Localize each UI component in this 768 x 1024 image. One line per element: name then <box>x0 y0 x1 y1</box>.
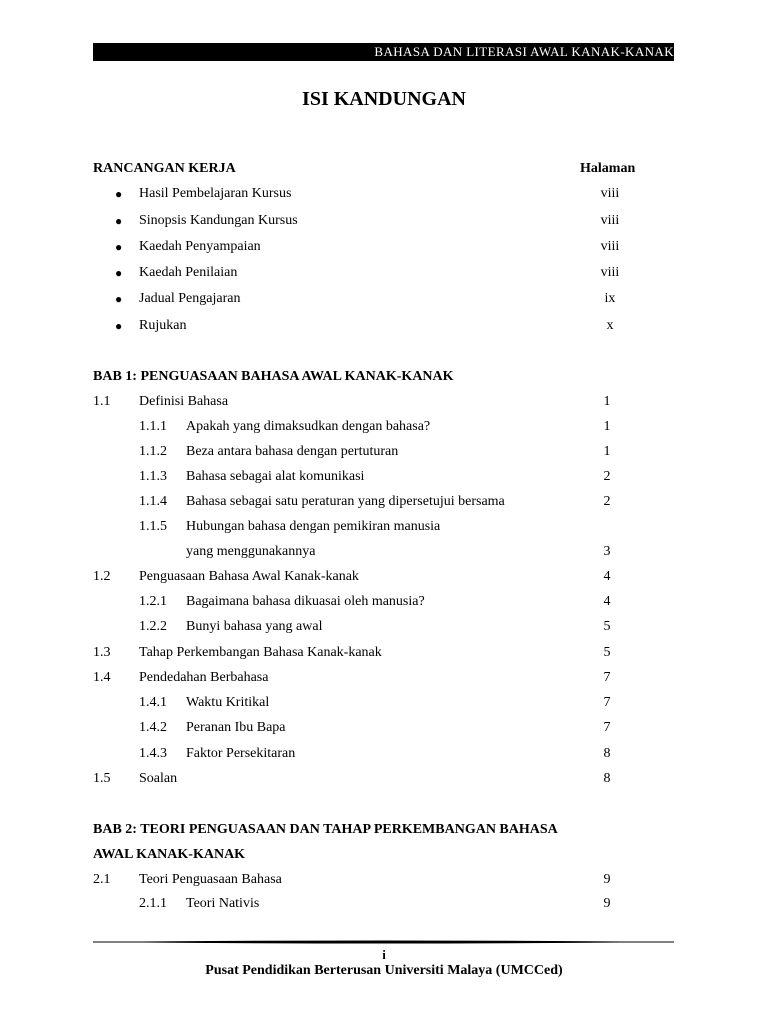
section-heading-rancangan: RANCANGAN KERJA <box>93 161 236 176</box>
toc-entry-page: 9 <box>603 896 611 911</box>
bullet-icon: ● <box>115 319 123 333</box>
toc-entry-page: 1 <box>603 444 611 459</box>
toc-entry-label: Rujukan <box>139 318 187 333</box>
toc-entry-page: 8 <box>603 771 611 786</box>
document-title: ISI KANDUNGAN <box>302 88 466 110</box>
toc-entry-page: 4 <box>603 594 611 609</box>
toc-entry-page: viii <box>600 213 620 228</box>
toc-entry-label: Waktu Kritikal <box>186 695 270 710</box>
toc-entry-label-continued: yang menggunakannya <box>186 544 316 559</box>
running-header <box>93 43 674 61</box>
toc-entry-page: 2 <box>603 494 611 509</box>
chapter-heading-bab2-continued: AWAL KANAK-KANAK <box>93 847 246 862</box>
toc-entry-label: Teori Penguasaan Bahasa <box>139 872 282 887</box>
toc-entry-page: viii <box>600 186 620 201</box>
toc-entry-label: Apakah yang dimaksudkan dengan bahasa? <box>186 419 431 434</box>
toc-entry-label: Faktor Persekitaran <box>186 746 296 761</box>
toc-entry-page: 5 <box>603 619 611 634</box>
toc-entry-label: Peranan Ibu Bapa <box>186 720 286 735</box>
bullet-icon: ● <box>115 292 123 306</box>
toc-entry-number: 1.1.4 <box>139 494 167 509</box>
toc-entry-number: 1.4.1 <box>139 695 167 710</box>
toc-entry-page: 3 <box>603 544 611 559</box>
toc-entry-number: 1.1.3 <box>139 469 167 484</box>
toc-entry-label: Teori Nativis <box>186 896 260 911</box>
toc-entry-page: 9 <box>603 872 611 887</box>
toc-entry-label: Pendedahan Berbahasa <box>139 670 269 685</box>
toc-entry-number: 1.1 <box>93 394 111 409</box>
bullet-icon: ● <box>115 214 123 228</box>
toc-entry-number: 1.2 <box>93 569 111 584</box>
toc-entry-page: 8 <box>603 746 611 761</box>
toc-entry-number: 1.1.2 <box>139 444 167 459</box>
page-number: i <box>382 947 386 962</box>
toc-entry-page: ix <box>604 291 616 306</box>
page-column-heading: Halaman <box>580 161 636 176</box>
toc-entry-number: 2.1.1 <box>139 896 167 911</box>
footer-organization: Pusat Pendidikan Berterusan Universiti Malaya (UMCCed) <box>205 963 563 978</box>
toc-entry-label: Penguasaan Bahasa Awal Kanak-kanak <box>139 569 359 584</box>
toc-entry-label: Kaedah Penyampaian <box>139 239 261 254</box>
running-header-title: BAHASA DAN LITERASI AWAL KANAK-KANAK <box>374 44 674 59</box>
toc-entry-label: Soalan <box>139 771 178 786</box>
toc-entry-page: viii <box>600 239 620 254</box>
bullet-icon: ● <box>115 187 123 201</box>
toc-entry-label: Kaedah Penilaian <box>139 265 238 280</box>
toc-entry-number: 1.1.1 <box>139 419 167 434</box>
toc-entry-page: 7 <box>603 695 611 710</box>
toc-entry-page: 1 <box>603 394 611 409</box>
toc-entry-number: 1.4.3 <box>139 746 167 761</box>
chapter-heading-bab1: BAB 1: PENGUASAAN BAHASA AWAL KANAK-KANAK <box>93 369 454 384</box>
toc-entry-number: 1.1.5 <box>139 519 167 534</box>
toc-entry-page: 5 <box>603 645 611 660</box>
toc-entry-number: 1.4 <box>93 670 111 685</box>
toc-entry-page: 4 <box>603 569 611 584</box>
toc-entry-number: 1.5 <box>93 771 111 786</box>
toc-entry-label: Bagaimana bahasa dikuasai oleh manusia? <box>186 594 425 609</box>
toc-entry-label: Hubungan bahasa dengan pemikiran manusia <box>186 519 441 534</box>
bullet-icon: ● <box>115 266 123 280</box>
toc-entry-label: Sinopsis Kandungan Kursus <box>139 213 298 228</box>
toc-entry-label: Tahap Perkembangan Bahasa Kanak-kanak <box>139 645 382 660</box>
toc-entry-page: x <box>606 318 614 333</box>
toc-entry-number: 1.3 <box>93 645 111 660</box>
toc-entry-page: 7 <box>603 720 611 735</box>
toc-entry-number: 2.1 <box>93 872 111 887</box>
footer-rule <box>93 939 674 945</box>
toc-entry-page: 7 <box>603 670 611 685</box>
toc-entry-page: 2 <box>603 469 611 484</box>
toc-entry-label: Jadual Pengajaran <box>139 291 241 306</box>
toc-entry-page: 1 <box>603 419 611 434</box>
toc-entry-label: Beza antara bahasa dengan pertuturan <box>186 444 399 459</box>
bullet-icon: ● <box>115 240 123 254</box>
toc-entry-label: Bunyi bahasa yang awal <box>186 619 323 634</box>
toc-entry-number: 1.4.2 <box>139 720 167 735</box>
toc-entry-label: Definisi Bahasa <box>139 394 229 409</box>
toc-entry-number: 1.2.1 <box>139 594 167 609</box>
toc-entry-label: Bahasa sebagai alat komunikasi <box>186 469 365 484</box>
toc-entry-label: Hasil Pembelajaran Kursus <box>139 186 292 201</box>
chapter-heading-bab2: BAB 2: TEORI PENGUASAAN DAN TAHAP PERKEMBANGAN BAHASA <box>93 822 558 837</box>
toc-entry-page: viii <box>600 265 620 280</box>
toc-entry-label: Bahasa sebagai satu peraturan yang dipersetujui bersama <box>186 494 505 509</box>
toc-entry-number: 1.2.2 <box>139 619 167 634</box>
